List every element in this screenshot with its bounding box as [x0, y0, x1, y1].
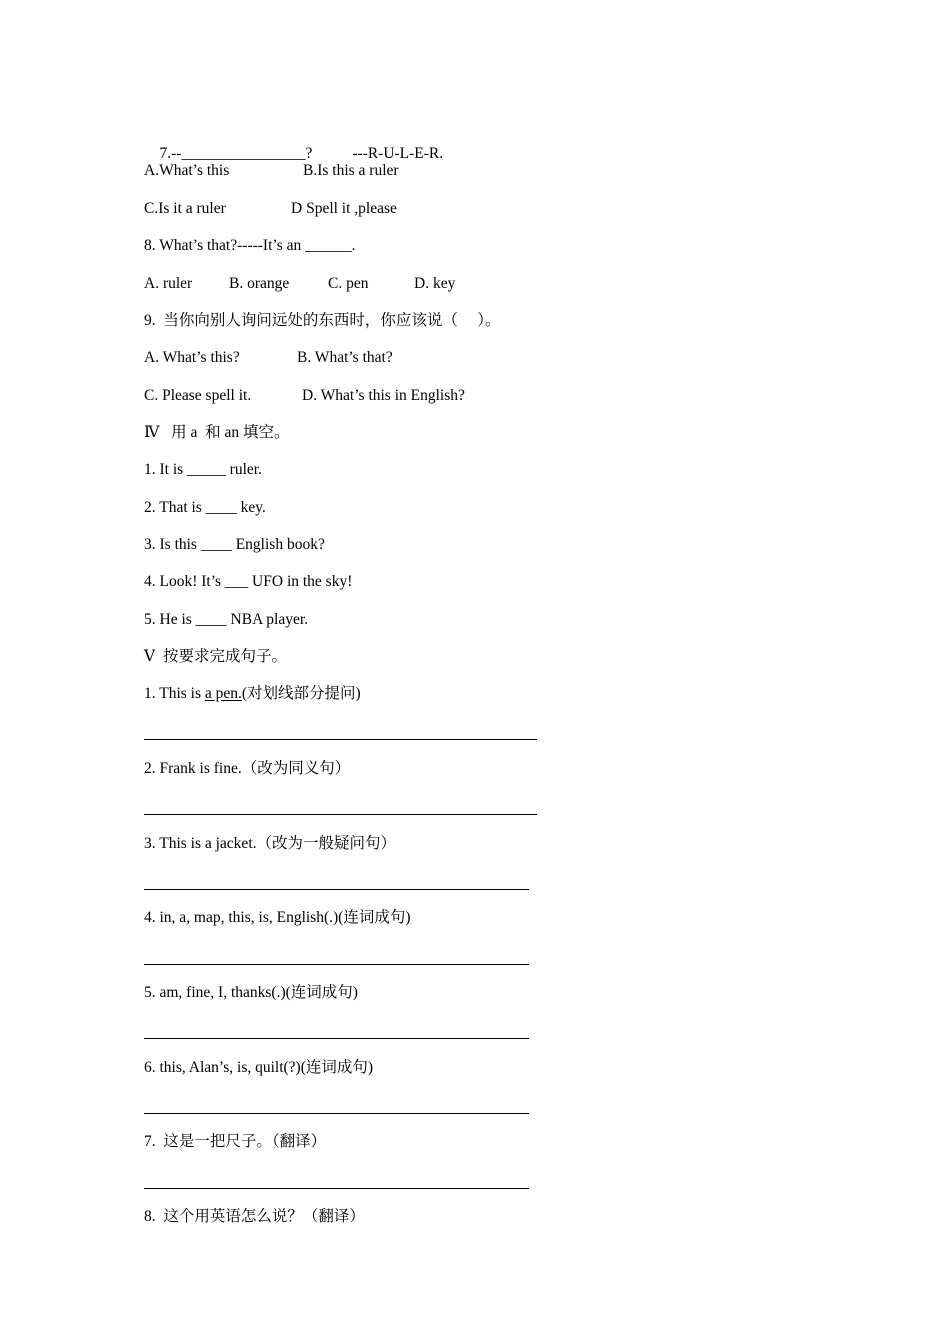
- section4-item-1: 1. It is _____ ruler.: [144, 461, 262, 478]
- q7-answer-text: ---R-U-L-E-R.: [352, 145, 444, 162]
- q8-prompt: 8. What’s that?-----It’s an ______.: [144, 237, 356, 254]
- section4-item-2: 2. That is ____ key.: [144, 499, 266, 516]
- answer-line-1: [144, 739, 537, 740]
- section5-item-4: 4. in, a, map, this, is, English(.)(连词成句): [144, 909, 411, 926]
- answer-line-4: [144, 964, 529, 965]
- section5-item-6: 6. this, Alan’s, is, quilt(?)(连词成句): [144, 1059, 374, 1076]
- answer-line-2: [144, 814, 537, 815]
- q8-option-c: C. pen: [328, 275, 369, 292]
- q7-prompt-text: 7.--________________?: [159, 145, 313, 162]
- q8-option-a: A. ruler: [144, 275, 193, 292]
- section5-item-1: [144, 684, 361, 704]
- answer-line-5: [144, 1038, 529, 1039]
- section5-item-1-underlined: a pen.: [204, 685, 242, 702]
- q8-option-b: B. orange: [229, 275, 290, 292]
- q7-option-d: D Spell it ,please: [291, 200, 397, 217]
- q9-option-a: A. What’s this?: [144, 349, 240, 366]
- answer-line-7: [144, 1188, 529, 1189]
- q9-prompt: 9. 当你向别人询问远处的东西时，你应该说（ ）。: [144, 312, 501, 329]
- q7-option-a: A.What’s this: [144, 162, 230, 179]
- q9-option-c: C. Please spell it.: [144, 387, 252, 404]
- section5-item-2: 2. Frank is fine.（改为同义句）: [144, 760, 351, 777]
- section5-item-1-pre: 1. This is: [144, 685, 205, 702]
- section5-item-3: 3. This is a jacket.（改为一般疑问句）: [144, 835, 396, 852]
- answer-line-6: [144, 1113, 529, 1114]
- section5-item-7: 7. 这是一把尺子。（翻译）: [144, 1133, 327, 1150]
- section4-item-4: 4. Look! It’s ___ UFO in the sky!: [144, 573, 353, 590]
- section4-item-3: 3. Is this ____ English book?: [144, 536, 325, 553]
- q8-option-d: D. key: [414, 275, 456, 292]
- section5-title: Ⅴ 按要求完成句子。: [144, 648, 287, 665]
- q7-option-c: C.Is it a ruler: [144, 200, 226, 217]
- answer-line-3: [144, 889, 529, 890]
- q7-option-b: B.Is this a ruler: [303, 162, 399, 179]
- q9-option-b: B. What’s that?: [297, 349, 393, 366]
- section4-item-5: 5. He is ____ NBA player.: [144, 611, 309, 628]
- section5-item-5: 5. am, fine, I, thanks(.)(连词成句): [144, 984, 358, 1001]
- q9-option-d: D. What’s this in English?: [302, 387, 465, 404]
- section5-item-1-post: (对划线部分提问): [241, 685, 361, 702]
- section4-title: Ⅳ 用 a 和 an 填空。: [144, 424, 290, 441]
- section5-item-8: 8. 这个用英语怎么说？（翻译）: [144, 1208, 365, 1225]
